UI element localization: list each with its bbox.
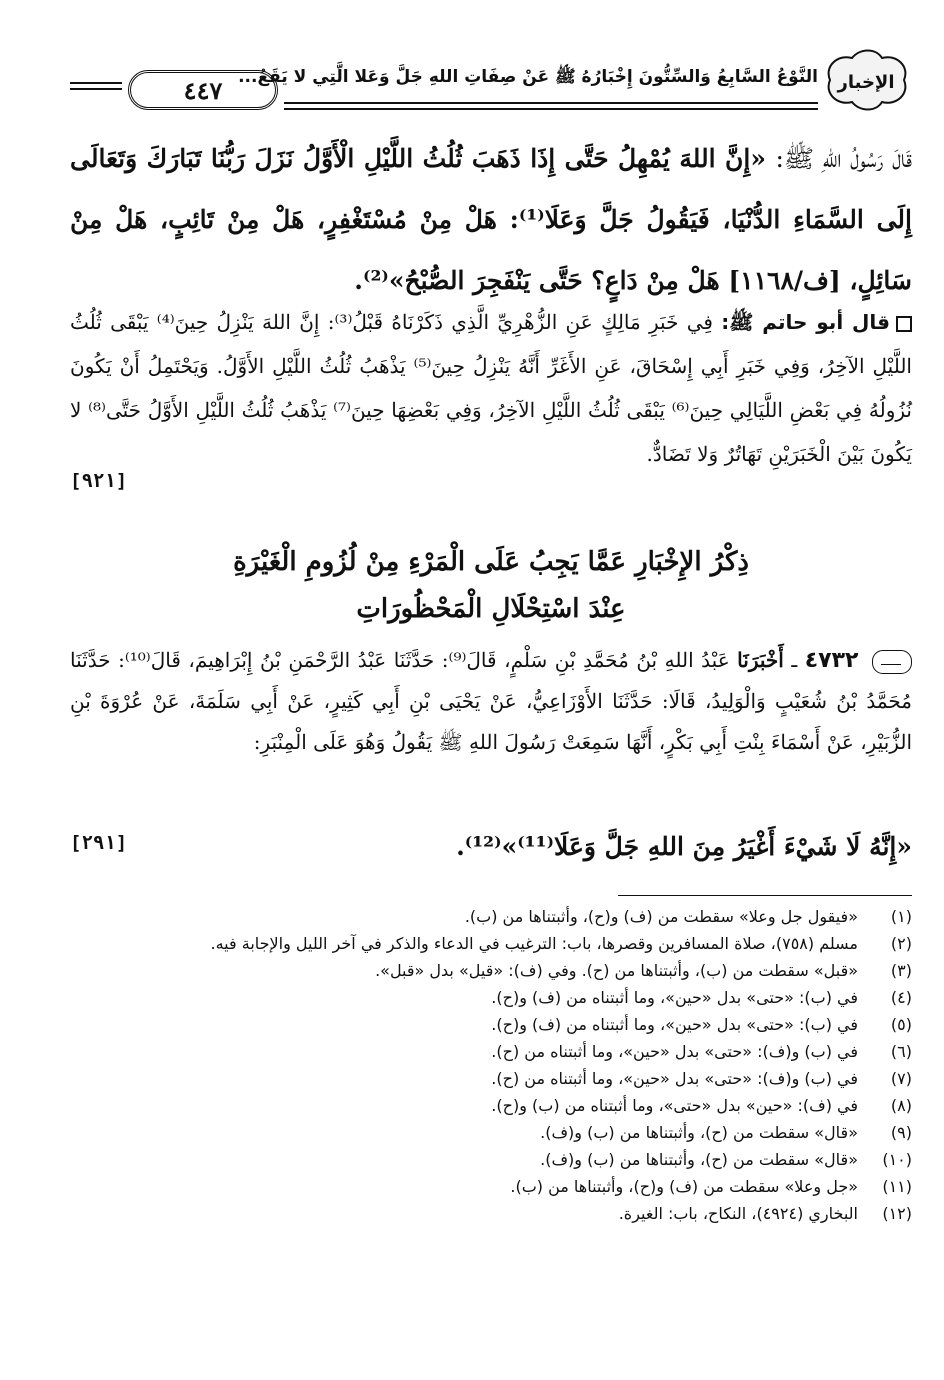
footnote [70, 1092, 912, 1119]
page-number: ٤٤٧ [128, 70, 278, 110]
footnote [70, 1119, 912, 1146]
commentary-ref: [٩٢١] [70, 470, 128, 492]
footnote [70, 1011, 912, 1038]
footnotes [70, 903, 912, 1227]
footnote-text: في (ب) و(ف): «حتى» بدل «حين»، وما أثبتناه من (ح). [491, 1042, 858, 1061]
footnote-text: في (ب) و(ف): «حتى» بدل «حين»، وما أثبتناه من (ح). [491, 1069, 858, 1088]
footnote-text: «فيقول جل وعلا» سقطت من (ف) و(ح)، وأثبتناها من (ب). [464, 907, 858, 926]
hadith-number: ٤٧٣٢ [804, 648, 859, 673]
footnote-text: «قال» سقطت من (ح)، وأثبتناها من (ب) و(ف). [540, 1123, 858, 1142]
hadith-quote: «إِنَّهُ لَا شَيْءَ أَغْيَرُ مِنَ اللهِ جَلَّ وَعَلَا⁽¹¹⁾»⁽¹²⁾. [456, 832, 912, 861]
footnote-text: البخاري (٤٩٢٤)، النكاح، باب: الغيرة. [618, 1204, 858, 1223]
narration-ref: [٢٩١] [70, 832, 128, 854]
footnote-number: (٤) [890, 988, 912, 1007]
hadith-narrator: قَالَ رَسُولُ اللهِ ﷺ: [775, 144, 912, 173]
commentary-speaker: قال أبو حاتم ﷺ: [721, 310, 891, 334]
narration-text: عَبْدُ اللهِ بْنُ مُحَمَّدِ بْنِ سَلْمٍ، قَالَ⁽⁹⁾: حَدَّثَنَا عَبْدُ الرَّحْمَنِ بْنُ إِبْرَاهِيمَ، قَالَ⁽¹⁰⁾: حَدَّثَنَا مُحَمَّدُ بْنُ شُعَيْبٍ وَالْوَلِيدُ، قَالَا: حَدَّثَنَا الأَوْزَاعِيُّ، عَنْ يَحْيَى بْنِ أَبِي كَثِيرٍ، عَنْ أَبِي سَلَمَةَ، عَنْ عُرْوَةَ بْنِ الزُّبَيْرِ، عَنْ أَسْمَاءَ بِنْتِ أَبِي بَكْرٍ، أَنَّهَا سَمِعَتْ رَسُولَ اللهِ ﷺ يَقُولُ وَهُوَ عَلَى الْمِنْبَرِ: [70, 648, 912, 754]
footnote [70, 984, 912, 1011]
footnote-number: (٢) [890, 934, 912, 953]
footnote-number: (١) [890, 907, 912, 926]
footnote-separator [618, 895, 912, 896]
footnote-text: في (ب): «حتى» بدل «حين»، وما أثبتناه من (ف) و(ح). [491, 988, 858, 1007]
footnote-number: (١١) [882, 1177, 912, 1196]
commentary-text: فِي خَبَرِ مَالِكٍ عَنِ الزُّهْرِيِّ الَّذِي ذَكَرْنَاهُ قَبْلُ⁽³⁾: إِنَّ اللهَ يَنْزِلُ حِينَ⁽⁴⁾ يَبْقَى ثُلُثُ اللَّيْلِ الآخِرُ، وَفِي خَبَرِ أَبِي إِسْحَاقَ، عَنِ الأَغَرِّ أَنَّهُ يَنْزِلُ حِينَ⁽⁵⁾ يَذْهَبُ ثُلُثُ اللَّيْلِ الأَوَّلُ. وَيَحْتَمِلُ أَنْ يَكُونَ نُزُولُهُ فِي بَعْضِ اللَّيَالِي حِينَ⁽⁶⁾ يَبْقَى ثُلُثُ اللَّيْلِ الآخِرُ، وَفِي بَعْضِهَا حِينَ⁽⁷⁾ يَذْهَبُ ثُلُثُ اللَّيْلِ الأَوَّلُ حَتَّى⁽⁸⁾ لا يَكُونَ بَيْنَ الْخَبَرَيْنِ تَهَاتُرٌ وَلا تَضَادٌّ. [70, 310, 912, 466]
footnote-number: (٦) [890, 1042, 912, 1061]
footnote [70, 1038, 912, 1065]
running-title: النَّوْعُ السَّابِعُ وَالسِّتُّونَ إِخْبَارُهُ ﷺ عَنْ صِفَاتِ اللهِ جَلَّ وَعَلا الَّتِي لا يَقَعُ... [238, 67, 818, 87]
footnote [70, 1146, 912, 1173]
hadith-text: «إِنَّ اللهَ يُمْهِلُ حَتَّى إِذَا ذَهَبَ ثُلُثُ اللَّيْلِ الْأَوَّلُ نَزَلَ رَبُّنَا تَبَارَكَ وَتَعَالَى إِلَى السَّمَاءِ الدُّنْيَا، فَيَقُولُ جَلَّ وَعَلَا⁽¹⁾: هَلْ مِنْ مُسْتَغْفِرٍ، هَلْ مِنْ تَائِبٍ، هَلْ مِنْ سَائِلٍ، [ف/١١٦٨] هَلْ مِنْ دَاعٍ؟ حَتَّى يَنْفَجِرَ الصُّبْحُ»⁽²⁾. [70, 144, 912, 295]
akhbarana-word: أَخْبَرَنَا [737, 648, 784, 672]
page-header [70, 40, 912, 112]
hadith-marker-icon [872, 650, 912, 674]
footnote [70, 903, 912, 930]
footnote-text: «جل وعلا» سقطت من (ف) و(ح)، وأثبتناها من (ب). [510, 1177, 858, 1196]
footnote-text: في (ف): «حين» بدل «حتى»، وما أثبتناه من (ب) و(ح). [491, 1096, 858, 1115]
footnote-text: في (ب): «حتى» بدل «حين»، وما أثبتناه من (ف) و(ح). [491, 1015, 858, 1034]
hadith-paragraph [70, 128, 912, 311]
square-bullet-icon [896, 316, 912, 332]
footnote-number: (٩) [890, 1123, 912, 1142]
footnote [70, 1065, 912, 1092]
footnote-number: (٥) [890, 1015, 912, 1034]
header-rule [284, 102, 818, 110]
footnote-text: «قال» سقطت من (ح)، وأثبتناها من (ب) و(ف). [540, 1150, 858, 1169]
chapter-title-line-1: ذِكْرُ الإِخْبَارِ عَمَّا يَجِبُ عَلَى الْمَرْءِ مِنْ لُزُومِ الْغَيْرَةِ [233, 547, 749, 577]
header-rule [70, 82, 122, 90]
chapter-title-line-2: عِنْدَ اسْتِحْلَالِ الْمَحْظُورَاتِ [356, 594, 626, 624]
footnote-number: (٧) [890, 1069, 912, 1088]
badge-label: الإخبار [837, 72, 895, 93]
section-badge-icon [820, 48, 912, 112]
footnote [70, 1173, 912, 1200]
footnote-number: (٣) [890, 961, 912, 980]
footnote [70, 930, 912, 957]
commentary-paragraph [70, 300, 912, 476]
footnote-number: (١٢) [882, 1204, 912, 1223]
footnote-text: «قبل» سقطت من (ب)، وأثبتناها من (ح). وفي (ف): «قيل» بدل «قبل». [375, 961, 858, 980]
footnote [70, 957, 912, 984]
footnote-number: (١٠) [882, 1150, 912, 1169]
footnote-number: (٨) [890, 1096, 912, 1115]
narration-paragraph [70, 640, 912, 763]
number-dash: ـ [791, 648, 798, 672]
footnote-text: مسلم (٧٥٨)، صلاة المسافرين وقصرها، باب: الترغيب في الدعاء والذكر في آخر الليل والإجابة فيه. [210, 934, 858, 953]
footnote [70, 1200, 912, 1227]
